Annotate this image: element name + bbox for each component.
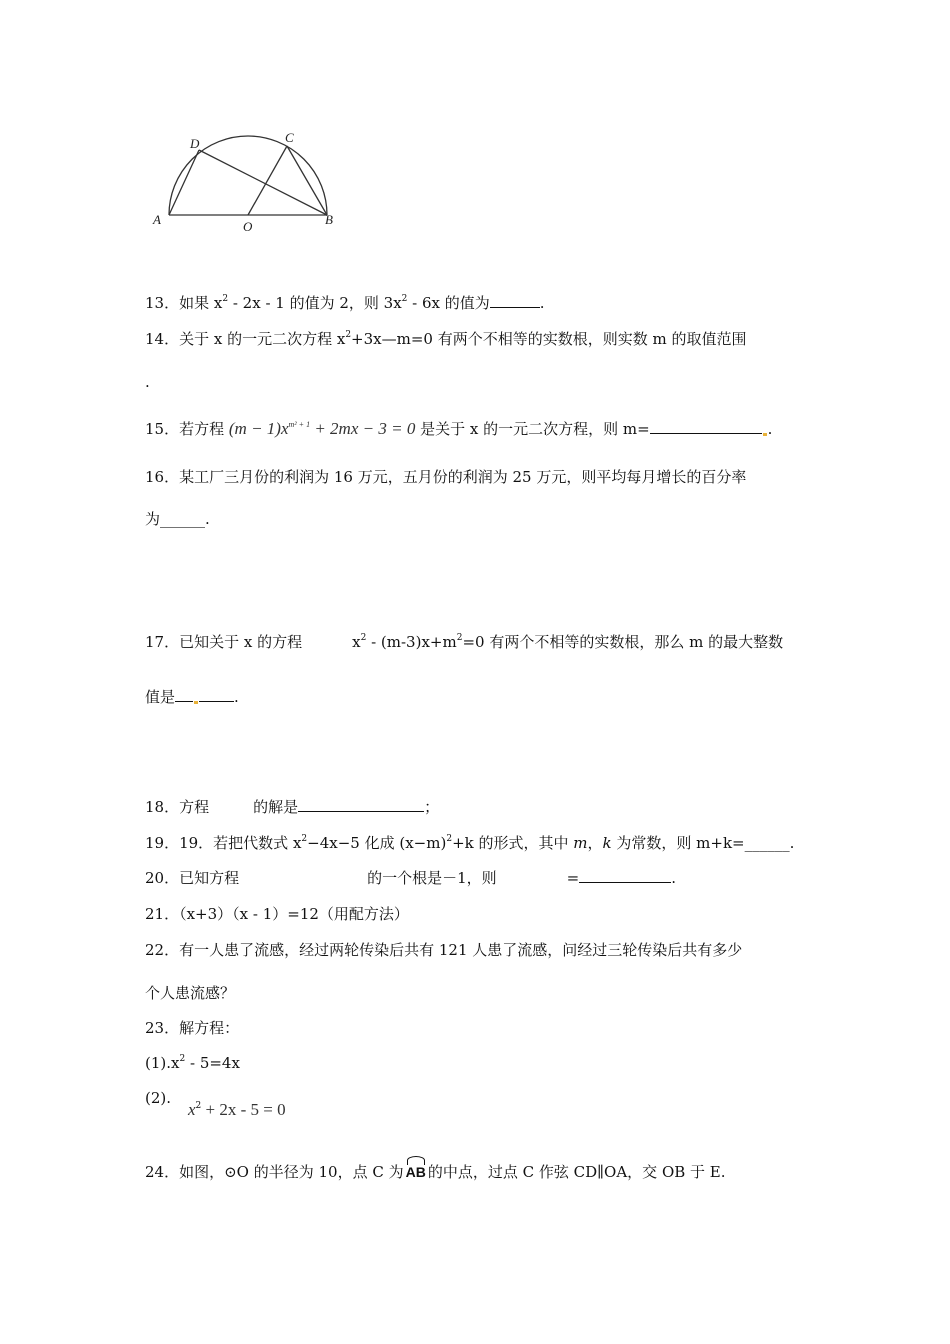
- question-13: 13．如果 $x^2 - 2x - 1$ 的值为 2，则 $3x^2 - 6x$ 的值为 .: [145, 294, 545, 312]
- question-23-item-1: $(1).x^2 - 5=4x$: [145, 1054, 240, 1072]
- question-17-cont: 值是 .: [145, 688, 239, 706]
- question-17: 17．已知关于 x 的方程 $x^2 - (m-3)x+m^2=0$ 有两个不相等的实数根，那么 m 的最大整数: [145, 633, 784, 651]
- semicircle-figure: [145, 128, 345, 238]
- question-14: 14．关于 x 的一元二次方程 $x^2+3x—m=0$ 有两个不相等的实数根，则实数 m 的取值范围: [145, 330, 747, 348]
- marker-dot: [763, 433, 767, 436]
- formula-23-2: $x^2 + 2x - 5 = 0$: [188, 1100, 286, 1119]
- arc-ab-symbol: AB: [406, 1156, 426, 1182]
- question-21: 21．（x+3）（x - 1）=12（用配方法）: [145, 905, 409, 923]
- label-o: O: [243, 219, 253, 234]
- label-c: C: [285, 130, 294, 145]
- label-a: A: [153, 212, 161, 227]
- answer-blank-17[interactable]: [199, 687, 234, 702]
- answer-line-14[interactable]: .: [145, 373, 150, 391]
- question-23: 23．解方程：: [145, 1019, 240, 1037]
- question-19: 19．19．若把代数式 $x^2-4x-5$ 化成 $(x-m)^2+k$ 的形式，其中 m，k 为常数，则 m+k=______.: [145, 834, 795, 852]
- answer-blank-15[interactable]: [650, 419, 762, 434]
- chord-ad: [169, 150, 199, 215]
- question-20: 20．已知方程 的一个根是－1，则 = .: [145, 869, 676, 887]
- label-d: D: [190, 136, 200, 151]
- question-23-item-2: (2).: [145, 1089, 172, 1107]
- answer-blank-13[interactable]: [490, 293, 540, 308]
- segment-oc: [248, 146, 287, 215]
- question-16: 16．某工厂三月份的利润为 16 万元，五月份的利润为 25 万元，则平均每月增长的百分率: [145, 468, 747, 486]
- question-24: 24．如图，⊙O 的半径为 10，点 C 为 AB 的中点，过点 C 作弦 CD∥OA，交 OB 于 E.: [145, 1156, 726, 1182]
- formula-15: $(m - 1)x^{m^2 + 1} + 2mx - 3 = 0$: [228, 419, 416, 438]
- answer-blank-20[interactable]: [579, 868, 671, 883]
- question-22: 22．有一人患了流感，经过两轮传染后共有 121 人患了流感，问经过三轮传染后共有多少: [145, 941, 743, 959]
- question-15: 15．若方程 $(m - 1)x^{m^2 + 1} + 2mx - 3 = 0$ 是关于 x 的一元二次方程，则 m= .: [145, 419, 773, 438]
- answer-blank-18[interactable]: [298, 797, 424, 812]
- question-18: 18．方程 的解是 ；: [145, 798, 440, 816]
- question-22-cont: 个人患流感？: [145, 984, 236, 1002]
- question-16-cont[interactable]: 为______.: [145, 510, 210, 528]
- label-b: B: [325, 212, 333, 227]
